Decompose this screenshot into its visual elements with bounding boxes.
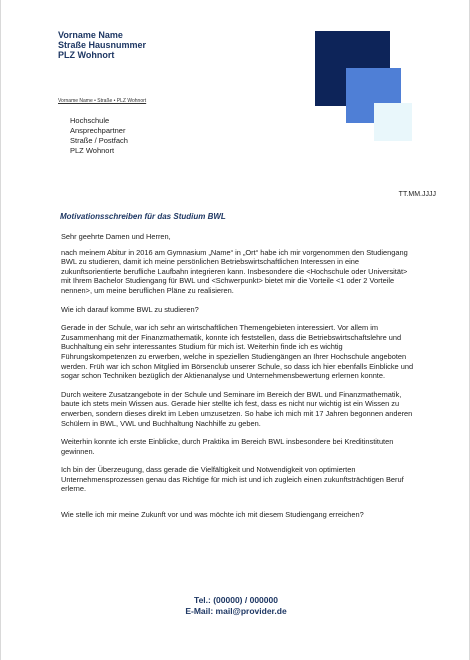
letter-body (61, 232, 417, 529)
return-address-line: Vorname Name • Straße • PLZ Wohnort (58, 98, 147, 104)
recipient-block (70, 116, 128, 156)
paragraph: Weiterhin konnte ich erste Einblicke, durch Praktika im Bereich BWL insbesondere bei Kreditinstituten gewinnen. (61, 437, 394, 456)
paragraph-question: Wie ich darauf komme BWL zu studieren? (61, 304, 199, 314)
salutation: Sehr geehrte Damen und Herren, (61, 232, 171, 241)
footer-email: E-Mail: mail@provider.de (185, 606, 287, 616)
paragraph: Ich bin der Überzeugung, dass gerade die Vielfältigkeit und Notwendigkeit von optimierten Unternehmensprozessen genau das Richtige für mich ist und ich zugleich einen zukunftsträchtigen Beruf erlerne. (61, 465, 404, 494)
letter-footer (1, 595, 470, 617)
recipient-line: Hochschule (70, 116, 110, 125)
paragraph: Durch weitere Zusatzangebote in der Schule und Seminare im Bereich der BWL und Finanzmathematik, baute ich stets mein Wissen aus. Gerade hier stellte ich fest, dass es nicht nur wichtig ist ein Wissen zu erwerben, sondern dieses direkt im Leben umzusetzen. So habe ich mich mit 17 Jahren begonnen anderen Schülern in BWL, VWL und Buchhaltung Nachhilfe zu geben. (61, 389, 413, 428)
letter-date: TT.MM.JJJJ (398, 191, 436, 198)
sender-city: PLZ Wohnort (58, 50, 115, 60)
paragraph-question: Wie stelle ich mir meine Zukunft vor und was möchte ich mit diesem Studiengang erreichen? (61, 510, 364, 520)
footer-phone: Tel.: (00000) / 000000 (194, 595, 278, 605)
recipient-line: Ansprechpartner (70, 126, 126, 135)
sender-street: Straße Hausnummer (58, 40, 147, 50)
recipient-line: Straße / Postfach (70, 136, 128, 145)
sender-name: Vorname Name (58, 30, 123, 40)
letter-subject: Motivationsschreiben für das Studium BWL (60, 212, 226, 221)
sender-block (58, 30, 146, 60)
recipient-line: PLZ Wohnort (70, 146, 115, 155)
paragraph: nach meinem Abitur in 2016 am Gymnasium „Name“ in „Ort“ habe ich mir vorgenommen den Studiengang BWL zu studieren, damit ich meine persönlichen Betriebswirtschaftlichen Interessen in eine zukunftsorientierte berufliche Laufbahn integrieren kann. Insbesondere die <Hochschule oder Universität> mit Ihrem Bachelor Studiengang für BWL und <Schwerpunkt> bietet mir die Vorteile <1 oder 2 Vorteile nennen>, um meine beruflichen Pläne zu realisieren. (61, 247, 408, 295)
decor-square-light (374, 103, 412, 141)
paragraph: Gerade in der Schule, war ich sehr an wirtschaftlichen Themengebieten interessiert. Vor allem im Zusammenhang mit der Finanzmathematik, konnte ich feststellen, dass die Betriebswirtschaftslehre und Buchhaltung ein sehr interessantes Studium für mich ist. Weiterhin finde ich es wichtig Führungskompetenzen zu erwerben, welche in speziellen Studiengängen an Ihrer Hochschule angeboten werden. Früh war ich schon Mitglied im Börsenclub unserer Schule, so dass ich hier ebenfalls Einblicke und sogar schon Techniken bezüglich der Aktienanalyse und Unternehmensbewertung erlernen konnte. (61, 323, 414, 381)
